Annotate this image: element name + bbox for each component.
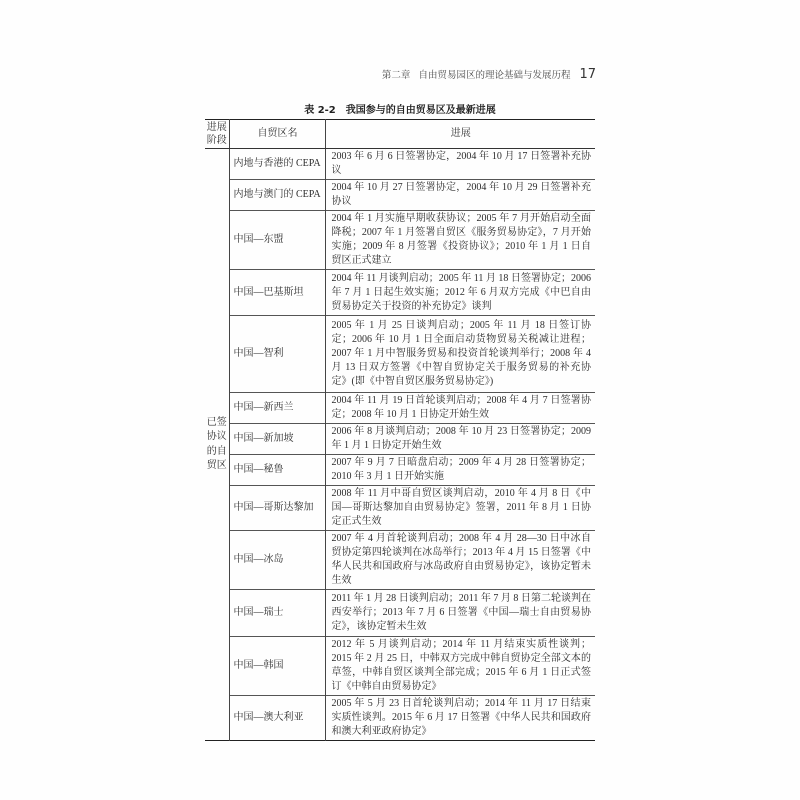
table-row (205, 149, 595, 180)
table-row (205, 180, 595, 211)
fta-name-cell: 中国—智利 (229, 316, 325, 393)
progress-cell: 2004 年 11 月谈判启动；2005 年 11 月 18 日签署协定；2006 年 7 月 1 日起生效实施；2012 年 6 月双方完成《中巴自由贸易协定关于投资的补充协定》谈判 (325, 270, 595, 316)
column-header-progress: 进展 (325, 120, 595, 149)
table-header-row (205, 120, 595, 149)
table-row (205, 211, 595, 270)
progress-cell: 2004 年 11 月 19 日首轮谈判启动；2008 年 4 月 7 日签署协定；2008 年 10 月 1 日协定开始生效 (325, 393, 595, 424)
fta-name-cell: 中国—冰岛 (229, 531, 325, 590)
fta-name-cell: 中国—瑞士 (229, 590, 325, 637)
table-row (205, 455, 595, 486)
fta-name-cell: 中国—巴基斯坦 (229, 270, 325, 316)
chapter-label: 第二章 (381, 70, 411, 81)
fta-name-cell: 中国—秘鲁 (229, 455, 325, 486)
table-row (205, 590, 595, 637)
fta-name-cell: 内地与澳门的 CEPA (229, 180, 325, 211)
progress-cell: 2005 年 5 月 23 日首轮谈判启动；2014 年 11 月 17 日结束实质性谈判。2015 年 6 月 17 日签署《中华人民共和国政府和澳大利亚政府协定》 (325, 696, 595, 741)
progress-cell: 2007 年 9 月 7 日暗盘启动；2009 年 4 月 28 日签署协定；2010 年 3 月 1 日开始实施 (325, 455, 595, 486)
table-title: 我国参与的自由贸易区及最新进展 (345, 105, 496, 116)
progress-cell: 2006 年 8 月谈判启动；2008 年 10 月 23 日签署协定；2009 年 1 月 1 日协定开始生效 (325, 424, 595, 455)
table-caption (205, 101, 595, 116)
running-header (382, 67, 596, 82)
table-row (205, 531, 595, 590)
fta-name-cell: 中国—韩国 (229, 637, 325, 696)
table-row (205, 637, 595, 696)
chapter-title: 自由贸易园区的理论基础与发展历程 (418, 70, 571, 81)
progress-cell: 2011 年 1 月 28 日谈判启动；2011 年 7 月 8 日第二轮谈判在西安举行；2013 年 7 月 6 日签署《中国—瑞士自由贸易协定》，该协定暂未生效 (325, 590, 595, 637)
table-label: 表 2-2 (304, 105, 336, 116)
progress-cell: 2008 年 11 月中哥自贸区谈判启动，2010 年 4 月 8 日《中国—哥斯达黎加自由贸易协定》签署，2011 年 8 月 1 日协定正式生效 (325, 486, 595, 531)
fta-name-cell: 中国—澳大利亚 (229, 696, 325, 741)
progress-cell: 2012 年 5 月谈判启动；2014 年 11 月结束实质性谈判；2015 年 2 月 25 日，中韩双方完成中韩自贸协定全部文本的草签，中韩自贸区谈判全部完成；2015 年 6 月 1 日正式签订《中韩自由贸易协定》 (325, 637, 595, 696)
table-row (205, 270, 595, 316)
progress-cell: 2005 年 1 月 25 日谈判启动；2005 年 11 月 18 日签订协定；2006 年 10 月 1 日全面启动货物贸易关税减让进程；2007 年 1 月中智服务贸易和投资首轮谈判举行；2008 年 4 月 13 日双方签署《中智自贸协定关于服务贸易的补充协定》(即《中智自贸区服务贸易协定》) (325, 316, 595, 393)
table-row (205, 316, 595, 393)
progress-cell: 2007 年 4 月首轮谈判启动；2008 年 4 月 28—30 日中冰自贸协定第四轮谈判在冰岛举行；2013 年 4 月 15 日签署《中华人民共和国政府与冰岛政府自由贸易协定》，该协定暂未生效 (325, 531, 595, 590)
table-row (205, 393, 595, 424)
fta-table (205, 119, 595, 741)
progress-cell: 2004 年 10 月 27 日签署协定，2004 年 10 月 29 日签署补充协议 (325, 180, 595, 211)
fta-name-cell: 内地与香港的 CEPA (229, 149, 325, 180)
fta-name-cell: 中国—新加坡 (229, 424, 325, 455)
fta-name-cell: 中国—哥斯达黎加 (229, 486, 325, 531)
progress-cell: 2004 年 1 月实施早期收获协议；2005 年 7 月开始启动全面降税；2007 年 1 月签署自贸区《服务贸易协定》，7 月开始实施；2009 年 8 月签署《投资协议》；2010 年 1 月 1 日自贸区正式建立 (325, 211, 595, 270)
fta-name-cell: 中国—新西兰 (229, 393, 325, 424)
table-row (205, 696, 595, 741)
fta-name-cell: 中国—东盟 (229, 211, 325, 270)
progress-cell: 2003 年 6 月 6 日签署协定，2004 年 10 月 17 日签署补充协议 (325, 149, 595, 180)
page-number: 17 (579, 67, 596, 82)
table-row (205, 424, 595, 455)
stage-cell: 已签协议的自贸区 (206, 416, 227, 471)
column-header-name: 自贸区名 (229, 120, 325, 149)
table-row (205, 486, 595, 531)
column-header-stage: 进展阶段 (205, 120, 229, 149)
